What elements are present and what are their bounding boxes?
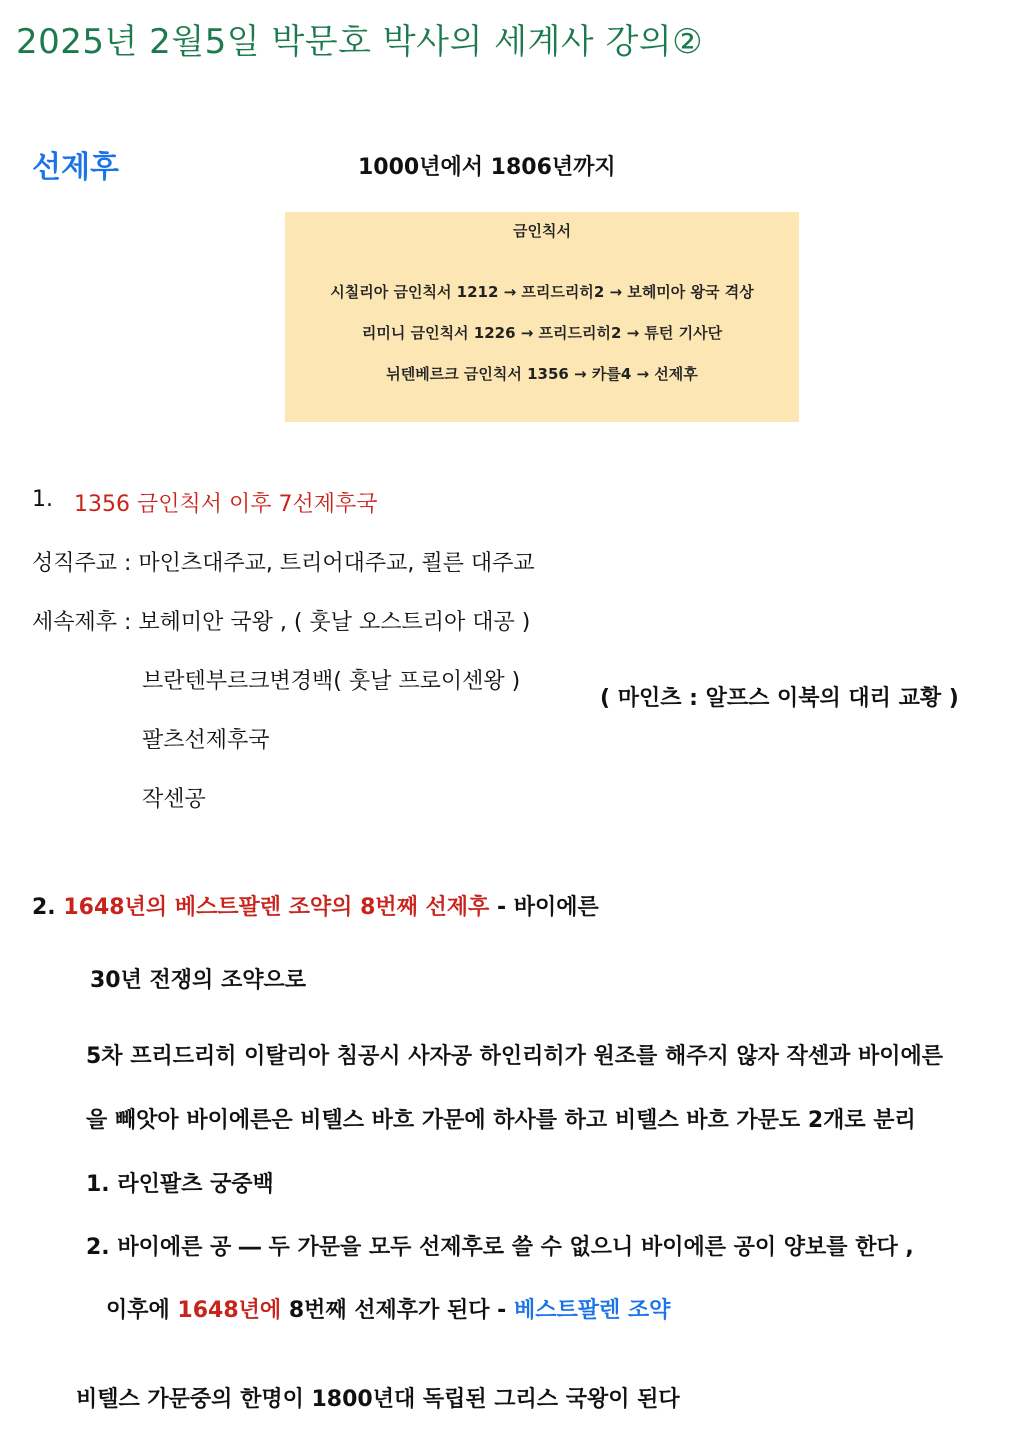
item2-paragraph: 5차 프리드리히 이탈리아 침공시 사자공 하인리히가 원조를 해주지 않자 작센과 바이에른 xyxy=(86,1044,943,1069)
secular-electors: 세속제후 : 보헤미안 국왕 , ( 훗날 오스트리아 대공 ) xyxy=(32,610,531,635)
section-heading: 선제후 xyxy=(32,150,119,185)
item2-list-continuation xyxy=(106,1293,670,1324)
item2-number: 2. xyxy=(32,895,56,920)
item2-heading xyxy=(32,890,599,921)
item2-list-item: 1. 라인팔츠 궁중백 xyxy=(86,1172,274,1197)
text: 8번째 선제후가 된다 - xyxy=(281,1298,514,1323)
golden-bull-line: 리미니 금인칙서 1226 → 프리드리히2 → 튜턴 기사단 xyxy=(361,324,723,342)
treaty-highlight: 베스트팔렌 조약 xyxy=(513,1298,671,1323)
item2-paragraph: 을 빼앗아 바이에른은 비텔스 바흐 가문에 하사를 하고 비텔스 바흐 가문도 2개로 분리 xyxy=(86,1108,916,1133)
footer-line: 비텔스 가문중의 한명이 1800년대 독립된 그리스 국왕이 된다 xyxy=(76,1387,680,1412)
item1-title: 1356 금인칙서 이후 7선제후국 xyxy=(74,492,378,517)
golden-bull-line: 시칠리아 금인칙서 1212 → 프리드리히2 → 보헤미아 왕국 격상 xyxy=(330,283,754,301)
ecclesiastical-electors: 성직주교 : 마인츠대주교, 트리어대주교, 쾰른 대주교 xyxy=(32,551,535,576)
golden-bull-line: 뉘텐베르크 금인칙서 1356 → 카를4 → 선제후 xyxy=(386,365,698,383)
item2-list-item: 2. 바이에른 공 ― 두 가문을 모두 선제후로 쓸 수 없으니 바이에른 공이 양보를 한다 , xyxy=(86,1235,914,1260)
golden-bull-box-title: 금인칙서 xyxy=(513,222,571,240)
item1-number: 1. xyxy=(32,487,53,512)
item2-title-rest: - 바이에른 xyxy=(489,895,599,920)
secular-elector-item: 작센공 xyxy=(142,787,206,812)
golden-bull-box xyxy=(285,212,799,422)
mainz-note: ( 마인츠 : 알프스 이북의 대리 교황 ) xyxy=(600,686,959,711)
text: 이후에 xyxy=(106,1298,178,1323)
page-title: 2025년 2월5일 박문호 박사의 세계사 강의② xyxy=(16,22,704,62)
period-text: 1000년에서 1806년까지 xyxy=(358,155,616,180)
item2-title-red: 1648년의 베스트팔렌 조약의 8번째 선제후 xyxy=(63,895,490,920)
secular-elector-item: 브란텐부르크변경백( 훗날 프로이센왕 ) xyxy=(142,669,521,694)
secular-elector-item: 팔츠선제후국 xyxy=(142,728,270,753)
item2-sub: 30년 전쟁의 조약으로 xyxy=(90,968,306,993)
year-highlight: 1648년에 xyxy=(177,1298,282,1323)
